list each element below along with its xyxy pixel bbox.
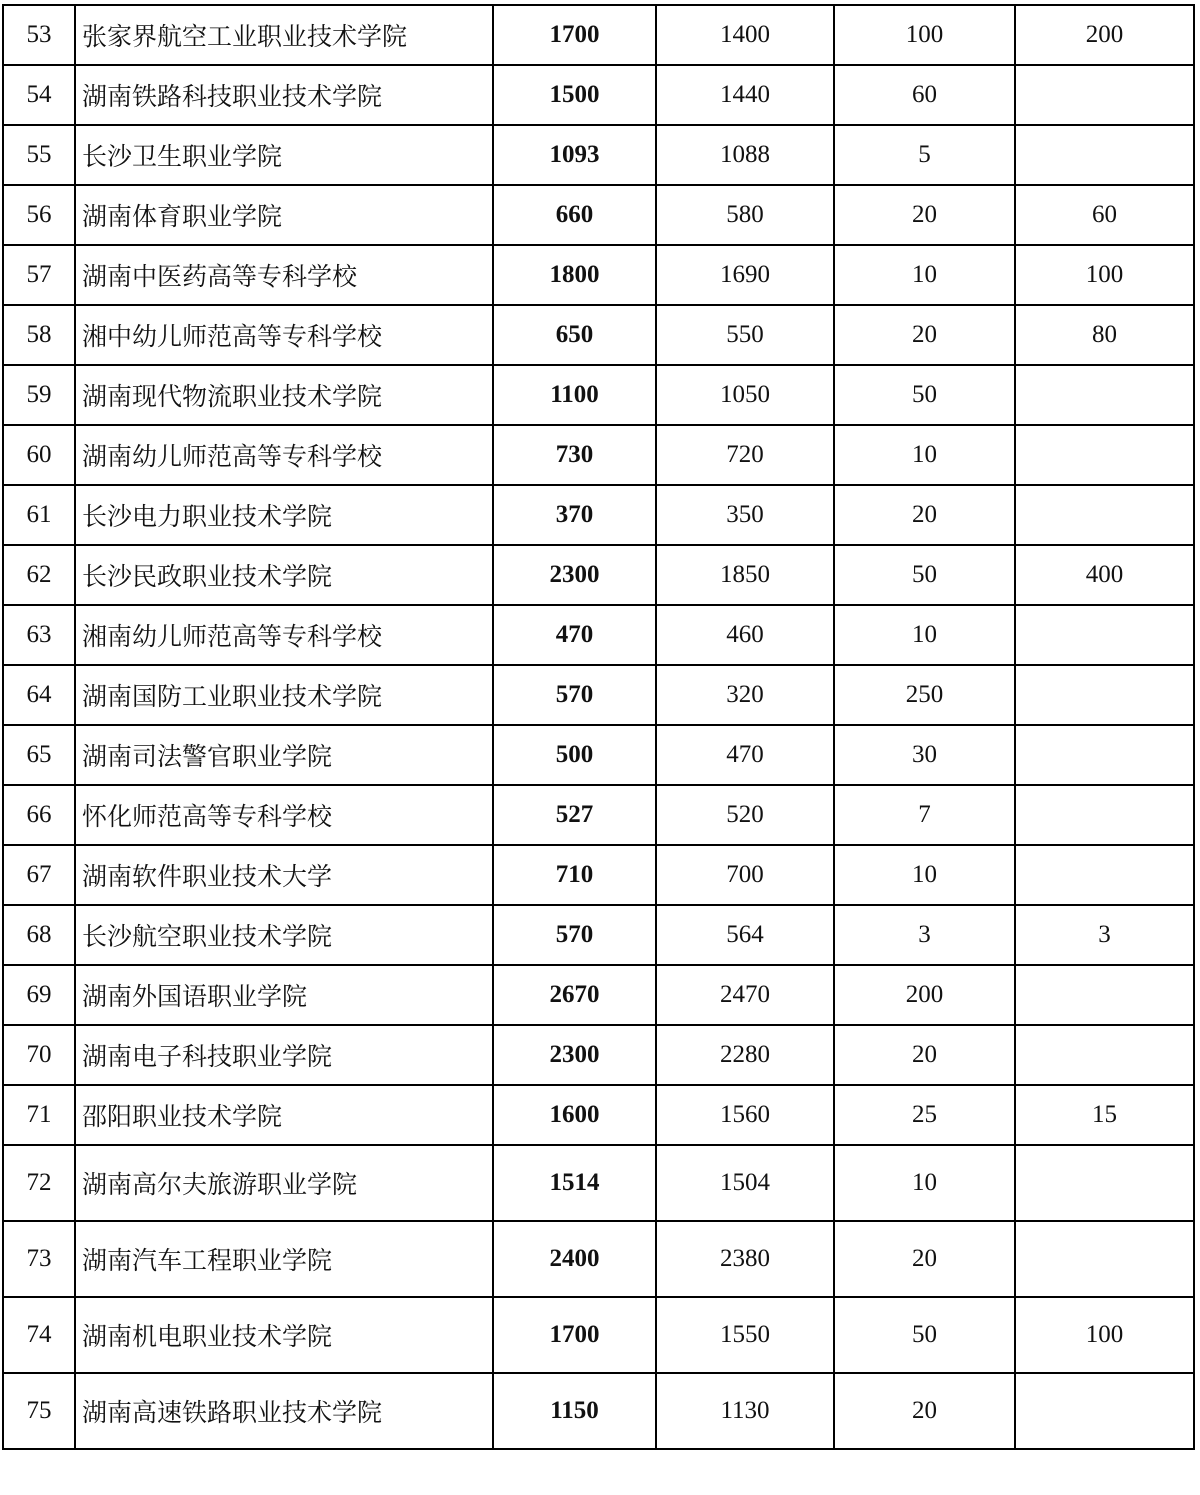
plan-col-1-cell: 350 <box>656 485 834 545</box>
table-row <box>3 1025 1194 1085</box>
table-row <box>3 725 1194 785</box>
plan-col-2-cell: 200 <box>834 965 1015 1025</box>
total-plan-cell: 370 <box>493 485 656 545</box>
plan-col-3-cell <box>1015 1221 1194 1297</box>
total-plan-cell: 1100 <box>493 365 656 425</box>
plan-col-3-cell <box>1015 605 1194 665</box>
plan-col-2-cell: 10 <box>834 605 1015 665</box>
row-number-cell: 68 <box>3 905 75 965</box>
school-name-cell: 邵阳职业技术学院 <box>75 1085 493 1145</box>
plan-col-3-cell <box>1015 1145 1194 1221</box>
table-row <box>3 845 1194 905</box>
school-name-cell: 湖南高尔夫旅游职业学院 <box>75 1145 493 1221</box>
school-name-cell: 湖南高速铁路职业技术学院 <box>75 1373 493 1449</box>
school-name-cell: 湘中幼儿师范高等专科学校 <box>75 305 493 365</box>
school-name-cell: 长沙航空职业技术学院 <box>75 905 493 965</box>
plan-col-1-cell: 1088 <box>656 125 834 185</box>
plan-col-1-cell: 2380 <box>656 1221 834 1297</box>
school-name-cell: 湖南软件职业技术大学 <box>75 845 493 905</box>
school-name-cell: 湖南幼儿师范高等专科学校 <box>75 425 493 485</box>
plan-col-1-cell: 580 <box>656 185 834 245</box>
total-plan-cell: 660 <box>493 185 656 245</box>
plan-col-3-cell: 3 <box>1015 905 1194 965</box>
plan-col-3-cell <box>1015 65 1194 125</box>
row-number-cell: 70 <box>3 1025 75 1085</box>
row-number-cell: 71 <box>3 1085 75 1145</box>
total-plan-cell: 2300 <box>493 1025 656 1085</box>
plan-col-3-cell <box>1015 725 1194 785</box>
row-number-cell: 67 <box>3 845 75 905</box>
row-number-cell: 72 <box>3 1145 75 1221</box>
plan-col-3-cell <box>1015 365 1194 425</box>
plan-col-2-cell: 10 <box>834 845 1015 905</box>
table-row <box>3 1221 1194 1297</box>
plan-col-3-cell: 100 <box>1015 1297 1194 1373</box>
school-name-cell: 怀化师范高等专科学校 <box>75 785 493 845</box>
plan-col-3-cell: 400 <box>1015 545 1194 605</box>
school-name-cell: 湖南中医药高等专科学校 <box>75 245 493 305</box>
plan-col-2-cell: 10 <box>834 1145 1015 1221</box>
table-row <box>3 305 1194 365</box>
plan-col-1-cell: 470 <box>656 725 834 785</box>
total-plan-cell: 730 <box>493 425 656 485</box>
plan-col-3-cell: 200 <box>1015 5 1194 65</box>
total-plan-cell: 2300 <box>493 545 656 605</box>
row-number-cell: 64 <box>3 665 75 725</box>
table-body <box>3 5 1194 1449</box>
school-name-cell: 长沙卫生职业学院 <box>75 125 493 185</box>
plan-col-3-cell <box>1015 665 1194 725</box>
row-number-cell: 73 <box>3 1221 75 1297</box>
school-name-cell: 湖南司法警官职业学院 <box>75 725 493 785</box>
plan-col-3-cell: 100 <box>1015 245 1194 305</box>
plan-col-3-cell: 15 <box>1015 1085 1194 1145</box>
school-name-cell: 湖南现代物流职业技术学院 <box>75 365 493 425</box>
plan-col-3-cell <box>1015 125 1194 185</box>
plan-col-2-cell: 250 <box>834 665 1015 725</box>
row-number-cell: 69 <box>3 965 75 1025</box>
plan-col-2-cell: 7 <box>834 785 1015 845</box>
row-number-cell: 57 <box>3 245 75 305</box>
plan-col-1-cell: 1504 <box>656 1145 834 1221</box>
row-number-cell: 55 <box>3 125 75 185</box>
plan-col-2-cell: 20 <box>834 1025 1015 1085</box>
table-row <box>3 1373 1194 1449</box>
plan-col-1-cell: 1560 <box>656 1085 834 1145</box>
total-plan-cell: 2670 <box>493 965 656 1025</box>
plan-col-2-cell: 20 <box>834 1221 1015 1297</box>
total-plan-cell: 1500 <box>493 65 656 125</box>
plan-col-2-cell: 100 <box>834 5 1015 65</box>
school-name-cell: 湖南外国语职业学院 <box>75 965 493 1025</box>
row-number-cell: 65 <box>3 725 75 785</box>
plan-col-3-cell <box>1015 485 1194 545</box>
table-row <box>3 545 1194 605</box>
row-number-cell: 75 <box>3 1373 75 1449</box>
plan-col-1-cell: 720 <box>656 425 834 485</box>
table-row <box>3 425 1194 485</box>
total-plan-cell: 527 <box>493 785 656 845</box>
plan-col-1-cell: 1690 <box>656 245 834 305</box>
row-number-cell: 53 <box>3 5 75 65</box>
row-number-cell: 62 <box>3 545 75 605</box>
total-plan-cell: 1700 <box>493 1297 656 1373</box>
school-name-cell: 湘南幼儿师范高等专科学校 <box>75 605 493 665</box>
total-plan-cell: 1800 <box>493 245 656 305</box>
plan-col-1-cell: 700 <box>656 845 834 905</box>
plan-col-2-cell: 20 <box>834 485 1015 545</box>
plan-col-2-cell: 60 <box>834 65 1015 125</box>
table-row <box>3 965 1194 1025</box>
plan-col-1-cell: 460 <box>656 605 834 665</box>
total-plan-cell: 1514 <box>493 1145 656 1221</box>
total-plan-cell: 470 <box>493 605 656 665</box>
plan-col-3-cell <box>1015 965 1194 1025</box>
plan-col-2-cell: 20 <box>834 305 1015 365</box>
plan-col-3-cell <box>1015 425 1194 485</box>
total-plan-cell: 650 <box>493 305 656 365</box>
plan-col-2-cell: 10 <box>834 245 1015 305</box>
total-plan-cell: 570 <box>493 665 656 725</box>
table-row <box>3 785 1194 845</box>
table-row <box>3 605 1194 665</box>
plan-col-1-cell: 1400 <box>656 5 834 65</box>
plan-col-1-cell: 2470 <box>656 965 834 1025</box>
table-row <box>3 185 1194 245</box>
table-row <box>3 5 1194 65</box>
row-number-cell: 59 <box>3 365 75 425</box>
total-plan-cell: 500 <box>493 725 656 785</box>
school-name-cell: 湖南国防工业职业技术学院 <box>75 665 493 725</box>
plan-col-2-cell: 3 <box>834 905 1015 965</box>
school-name-cell: 长沙民政职业技术学院 <box>75 545 493 605</box>
table-row <box>3 245 1194 305</box>
table-row <box>3 905 1194 965</box>
total-plan-cell: 1093 <box>493 125 656 185</box>
plan-col-1-cell: 320 <box>656 665 834 725</box>
plan-col-2-cell: 30 <box>834 725 1015 785</box>
plan-col-1-cell: 2280 <box>656 1025 834 1085</box>
plan-col-3-cell: 80 <box>1015 305 1194 365</box>
plan-col-2-cell: 25 <box>834 1085 1015 1145</box>
table-row <box>3 1145 1194 1221</box>
table-row <box>3 125 1194 185</box>
row-number-cell: 66 <box>3 785 75 845</box>
plan-col-3-cell <box>1015 1025 1194 1085</box>
school-name-cell: 湖南电子科技职业学院 <box>75 1025 493 1085</box>
plan-col-2-cell: 50 <box>834 1297 1015 1373</box>
school-name-cell: 湖南机电职业技术学院 <box>75 1297 493 1373</box>
plan-col-1-cell: 1550 <box>656 1297 834 1373</box>
row-number-cell: 74 <box>3 1297 75 1373</box>
school-name-cell: 张家界航空工业职业技术学院 <box>75 5 493 65</box>
plan-col-1-cell: 564 <box>656 905 834 965</box>
plan-col-1-cell: 1050 <box>656 365 834 425</box>
plan-col-3-cell <box>1015 1373 1194 1449</box>
table-row <box>3 1297 1194 1373</box>
total-plan-cell: 2400 <box>493 1221 656 1297</box>
row-number-cell: 56 <box>3 185 75 245</box>
plan-col-2-cell: 20 <box>834 185 1015 245</box>
school-name-cell: 湖南汽车工程职业学院 <box>75 1221 493 1297</box>
plan-col-3-cell <box>1015 845 1194 905</box>
school-name-cell: 湖南铁路科技职业技术学院 <box>75 65 493 125</box>
plan-col-1-cell: 1850 <box>656 545 834 605</box>
row-number-cell: 60 <box>3 425 75 485</box>
plan-col-2-cell: 50 <box>834 545 1015 605</box>
row-number-cell: 61 <box>3 485 75 545</box>
plan-col-2-cell: 10 <box>834 425 1015 485</box>
school-name-cell: 湖南体育职业学院 <box>75 185 493 245</box>
total-plan-cell: 1600 <box>493 1085 656 1145</box>
plan-col-3-cell <box>1015 785 1194 845</box>
plan-col-3-cell: 60 <box>1015 185 1194 245</box>
table-row <box>3 665 1194 725</box>
total-plan-cell: 1700 <box>493 5 656 65</box>
table-row <box>3 1085 1194 1145</box>
plan-col-2-cell: 20 <box>834 1373 1015 1449</box>
total-plan-cell: 570 <box>493 905 656 965</box>
table-row <box>3 65 1194 125</box>
row-number-cell: 54 <box>3 65 75 125</box>
row-number-cell: 58 <box>3 305 75 365</box>
enrollment-table <box>2 4 1195 1450</box>
plan-col-1-cell: 520 <box>656 785 834 845</box>
total-plan-cell: 710 <box>493 845 656 905</box>
table-row <box>3 485 1194 545</box>
row-number-cell: 63 <box>3 605 75 665</box>
plan-col-2-cell: 50 <box>834 365 1015 425</box>
plan-col-1-cell: 1130 <box>656 1373 834 1449</box>
table-row <box>3 365 1194 425</box>
plan-col-1-cell: 550 <box>656 305 834 365</box>
plan-col-2-cell: 5 <box>834 125 1015 185</box>
plan-col-1-cell: 1440 <box>656 65 834 125</box>
school-name-cell: 长沙电力职业技术学院 <box>75 485 493 545</box>
total-plan-cell: 1150 <box>493 1373 656 1449</box>
